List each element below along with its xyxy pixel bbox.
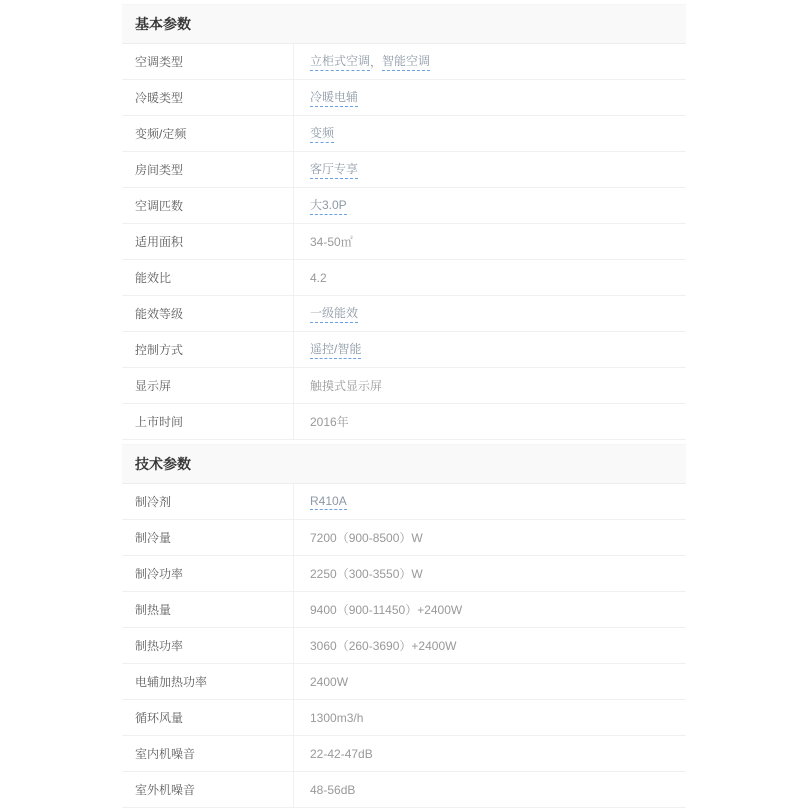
spec-value-text: 9400（900-11450）+2400W xyxy=(310,603,463,617)
spec-value-link[interactable]: 遥控/智能 xyxy=(310,340,361,359)
spec-label: 电辅加热功率 xyxy=(122,664,294,699)
spec-value-text: 7200（900-8500）W xyxy=(310,531,423,545)
spec-value-link[interactable]: 一级能效 xyxy=(310,304,358,323)
spec-value xyxy=(294,116,686,151)
spec-row xyxy=(122,664,686,700)
spec-label: 室外机噪音 xyxy=(122,772,294,807)
spec-label: 空调匹数 xyxy=(122,188,294,223)
spec-value xyxy=(294,520,686,555)
spec-row xyxy=(122,628,686,664)
spec-value-text: 触摸式显示屏 xyxy=(310,379,383,393)
spec-value-link[interactable]: 立柜式空调 xyxy=(310,52,370,71)
spec-row xyxy=(122,332,686,368)
spec-label: 制冷剂 xyxy=(122,484,294,519)
spec-value xyxy=(294,296,686,331)
spec-value-text: 48-56dB xyxy=(310,782,356,797)
spec-value-text: 4.2 xyxy=(310,270,327,285)
spec-label: 上市时间 xyxy=(122,404,294,439)
spec-value xyxy=(294,260,686,295)
spec-row xyxy=(122,80,686,116)
spec-row xyxy=(122,404,686,440)
spec-row xyxy=(122,520,686,556)
spec-table xyxy=(122,4,686,808)
spec-value-link[interactable]: 大3.0P xyxy=(310,196,347,215)
spec-row xyxy=(122,484,686,520)
spec-value-link[interactable]: 智能空调 xyxy=(382,52,430,71)
spec-value xyxy=(294,44,686,79)
spec-label: 能效等级 xyxy=(122,296,294,331)
spec-label: 控制方式 xyxy=(122,332,294,367)
spec-value-link[interactable]: R410A xyxy=(310,493,347,508)
spec-row xyxy=(122,592,686,628)
spec-row xyxy=(122,296,686,332)
spec-value xyxy=(294,664,686,699)
spec-label: 制热量 xyxy=(122,592,294,627)
spec-row xyxy=(122,44,686,80)
spec-row xyxy=(122,116,686,152)
spec-row xyxy=(122,556,686,592)
spec-row xyxy=(122,772,686,808)
spec-value xyxy=(294,368,686,403)
spec-value xyxy=(294,404,686,439)
spec-value-text: 2400W xyxy=(310,674,349,689)
spec-value-text: 2250（300-3550）W xyxy=(310,567,423,581)
spec-value xyxy=(294,772,686,807)
spec-row xyxy=(122,188,686,224)
spec-label: 能效比 xyxy=(122,260,294,295)
spec-value xyxy=(294,332,686,367)
spec-value-text: 22-42-47dB xyxy=(310,746,373,761)
spec-row xyxy=(122,260,686,296)
spec-label: 显示屏 xyxy=(122,368,294,403)
spec-value xyxy=(294,152,686,187)
spec-value-text: 3060（260-3690）+2400W xyxy=(310,639,457,653)
spec-row xyxy=(122,224,686,260)
spec-value xyxy=(294,736,686,771)
spec-label: 制热功率 xyxy=(122,628,294,663)
spec-value xyxy=(294,700,686,735)
spec-value-link[interactable]: 客厅专享 xyxy=(310,160,358,179)
spec-row xyxy=(122,736,686,772)
spec-value-text: 2016年 xyxy=(310,415,349,429)
spec-label: 变频/定频 xyxy=(122,116,294,151)
spec-value xyxy=(294,188,686,223)
spec-label: 制冷功率 xyxy=(122,556,294,591)
spec-label: 制冷量 xyxy=(122,520,294,555)
spec-label: 冷暖类型 xyxy=(122,80,294,115)
spec-label: 循环风量 xyxy=(122,700,294,735)
spec-label: 室内机噪音 xyxy=(122,736,294,771)
spec-value xyxy=(294,592,686,627)
spec-label: 适用面积 xyxy=(122,224,294,259)
spec-value xyxy=(294,484,686,519)
spec-section xyxy=(122,4,686,440)
spec-value-text: 34-50㎡ xyxy=(310,235,353,249)
spec-label: 房间类型 xyxy=(122,152,294,187)
spec-label: 空调类型 xyxy=(122,44,294,79)
spec-value-text: ， xyxy=(370,55,383,69)
spec-value-link[interactable]: 变频 xyxy=(310,124,334,143)
spec-value xyxy=(294,628,686,663)
spec-row xyxy=(122,152,686,188)
spec-row xyxy=(122,700,686,736)
spec-value-text: 1300m3/h xyxy=(310,710,364,725)
spec-value xyxy=(294,556,686,591)
spec-value-link[interactable]: 冷暖电辅 xyxy=(310,88,358,107)
spec-value xyxy=(294,80,686,115)
spec-section xyxy=(122,444,686,808)
section-title: 基本参数 xyxy=(122,4,686,44)
section-title: 技术参数 xyxy=(122,444,686,484)
spec-value xyxy=(294,224,686,259)
spec-row xyxy=(122,368,686,404)
